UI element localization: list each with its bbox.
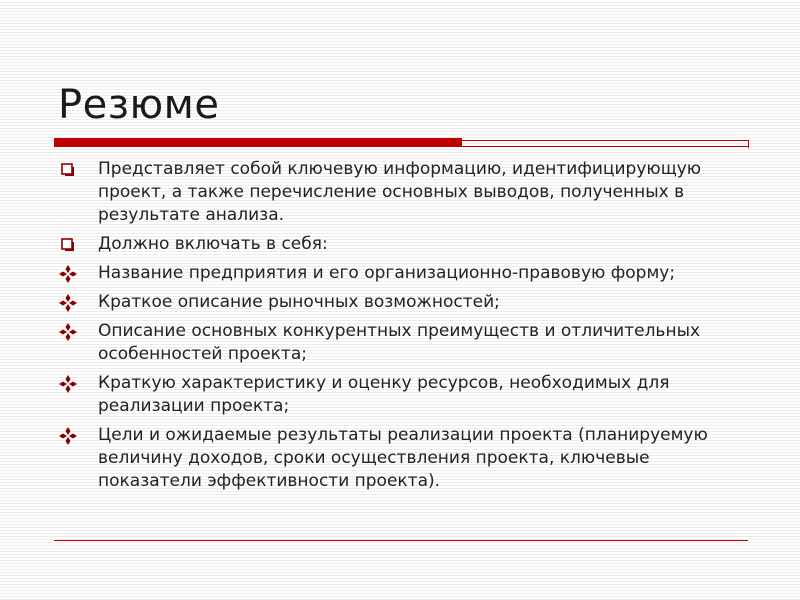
four-diamond-icon xyxy=(58,264,78,284)
bullet-text: Краткое описание рыночных возможностей; xyxy=(98,292,500,312)
bullet-text: Описание основных конкурентных преимуществ и отличительных особенностей проекта; xyxy=(98,321,701,364)
four-diamond-icon xyxy=(58,322,78,342)
bullet-item xyxy=(58,372,738,418)
hollow-square-icon xyxy=(58,235,78,255)
four-diamond-icon xyxy=(58,293,78,313)
four-diamond-icon xyxy=(58,374,78,394)
bullet-item xyxy=(58,424,738,493)
title-accent-line-lower xyxy=(462,146,749,147)
title-accent-bar xyxy=(54,138,462,147)
bullet-item xyxy=(58,158,738,227)
bullet-text: Должно включать в себя: xyxy=(98,234,328,254)
slide-title: Резюме xyxy=(58,82,220,128)
bullet-item xyxy=(58,262,738,285)
bullet-item xyxy=(58,291,738,314)
hollow-square-icon xyxy=(58,160,78,180)
footer-divider xyxy=(54,540,748,541)
four-diamond-icon xyxy=(58,426,78,446)
bullet-text: Представляет собой ключевую информацию, идентифицирующую проект, а также перечисление основных выводов, полученных в результате анализа. xyxy=(98,159,702,225)
title-accent-tick xyxy=(748,140,749,148)
bullet-text: Краткую характеристику и оценку ресурсов, необходимых для реализации проекта; xyxy=(98,373,670,416)
bullet-item xyxy=(58,320,738,366)
title-accent-line xyxy=(462,140,749,141)
bullet-text: Название предприятия и его организационно-правовую форму; xyxy=(98,263,676,283)
bullet-item xyxy=(58,233,738,256)
bullet-text: Цели и ожидаемые результаты реализации проекта (планируемую величину доходов, сроки осуществления проекта, ключевые показатели эффективности проекта). xyxy=(98,425,708,491)
bullet-list xyxy=(58,158,738,499)
